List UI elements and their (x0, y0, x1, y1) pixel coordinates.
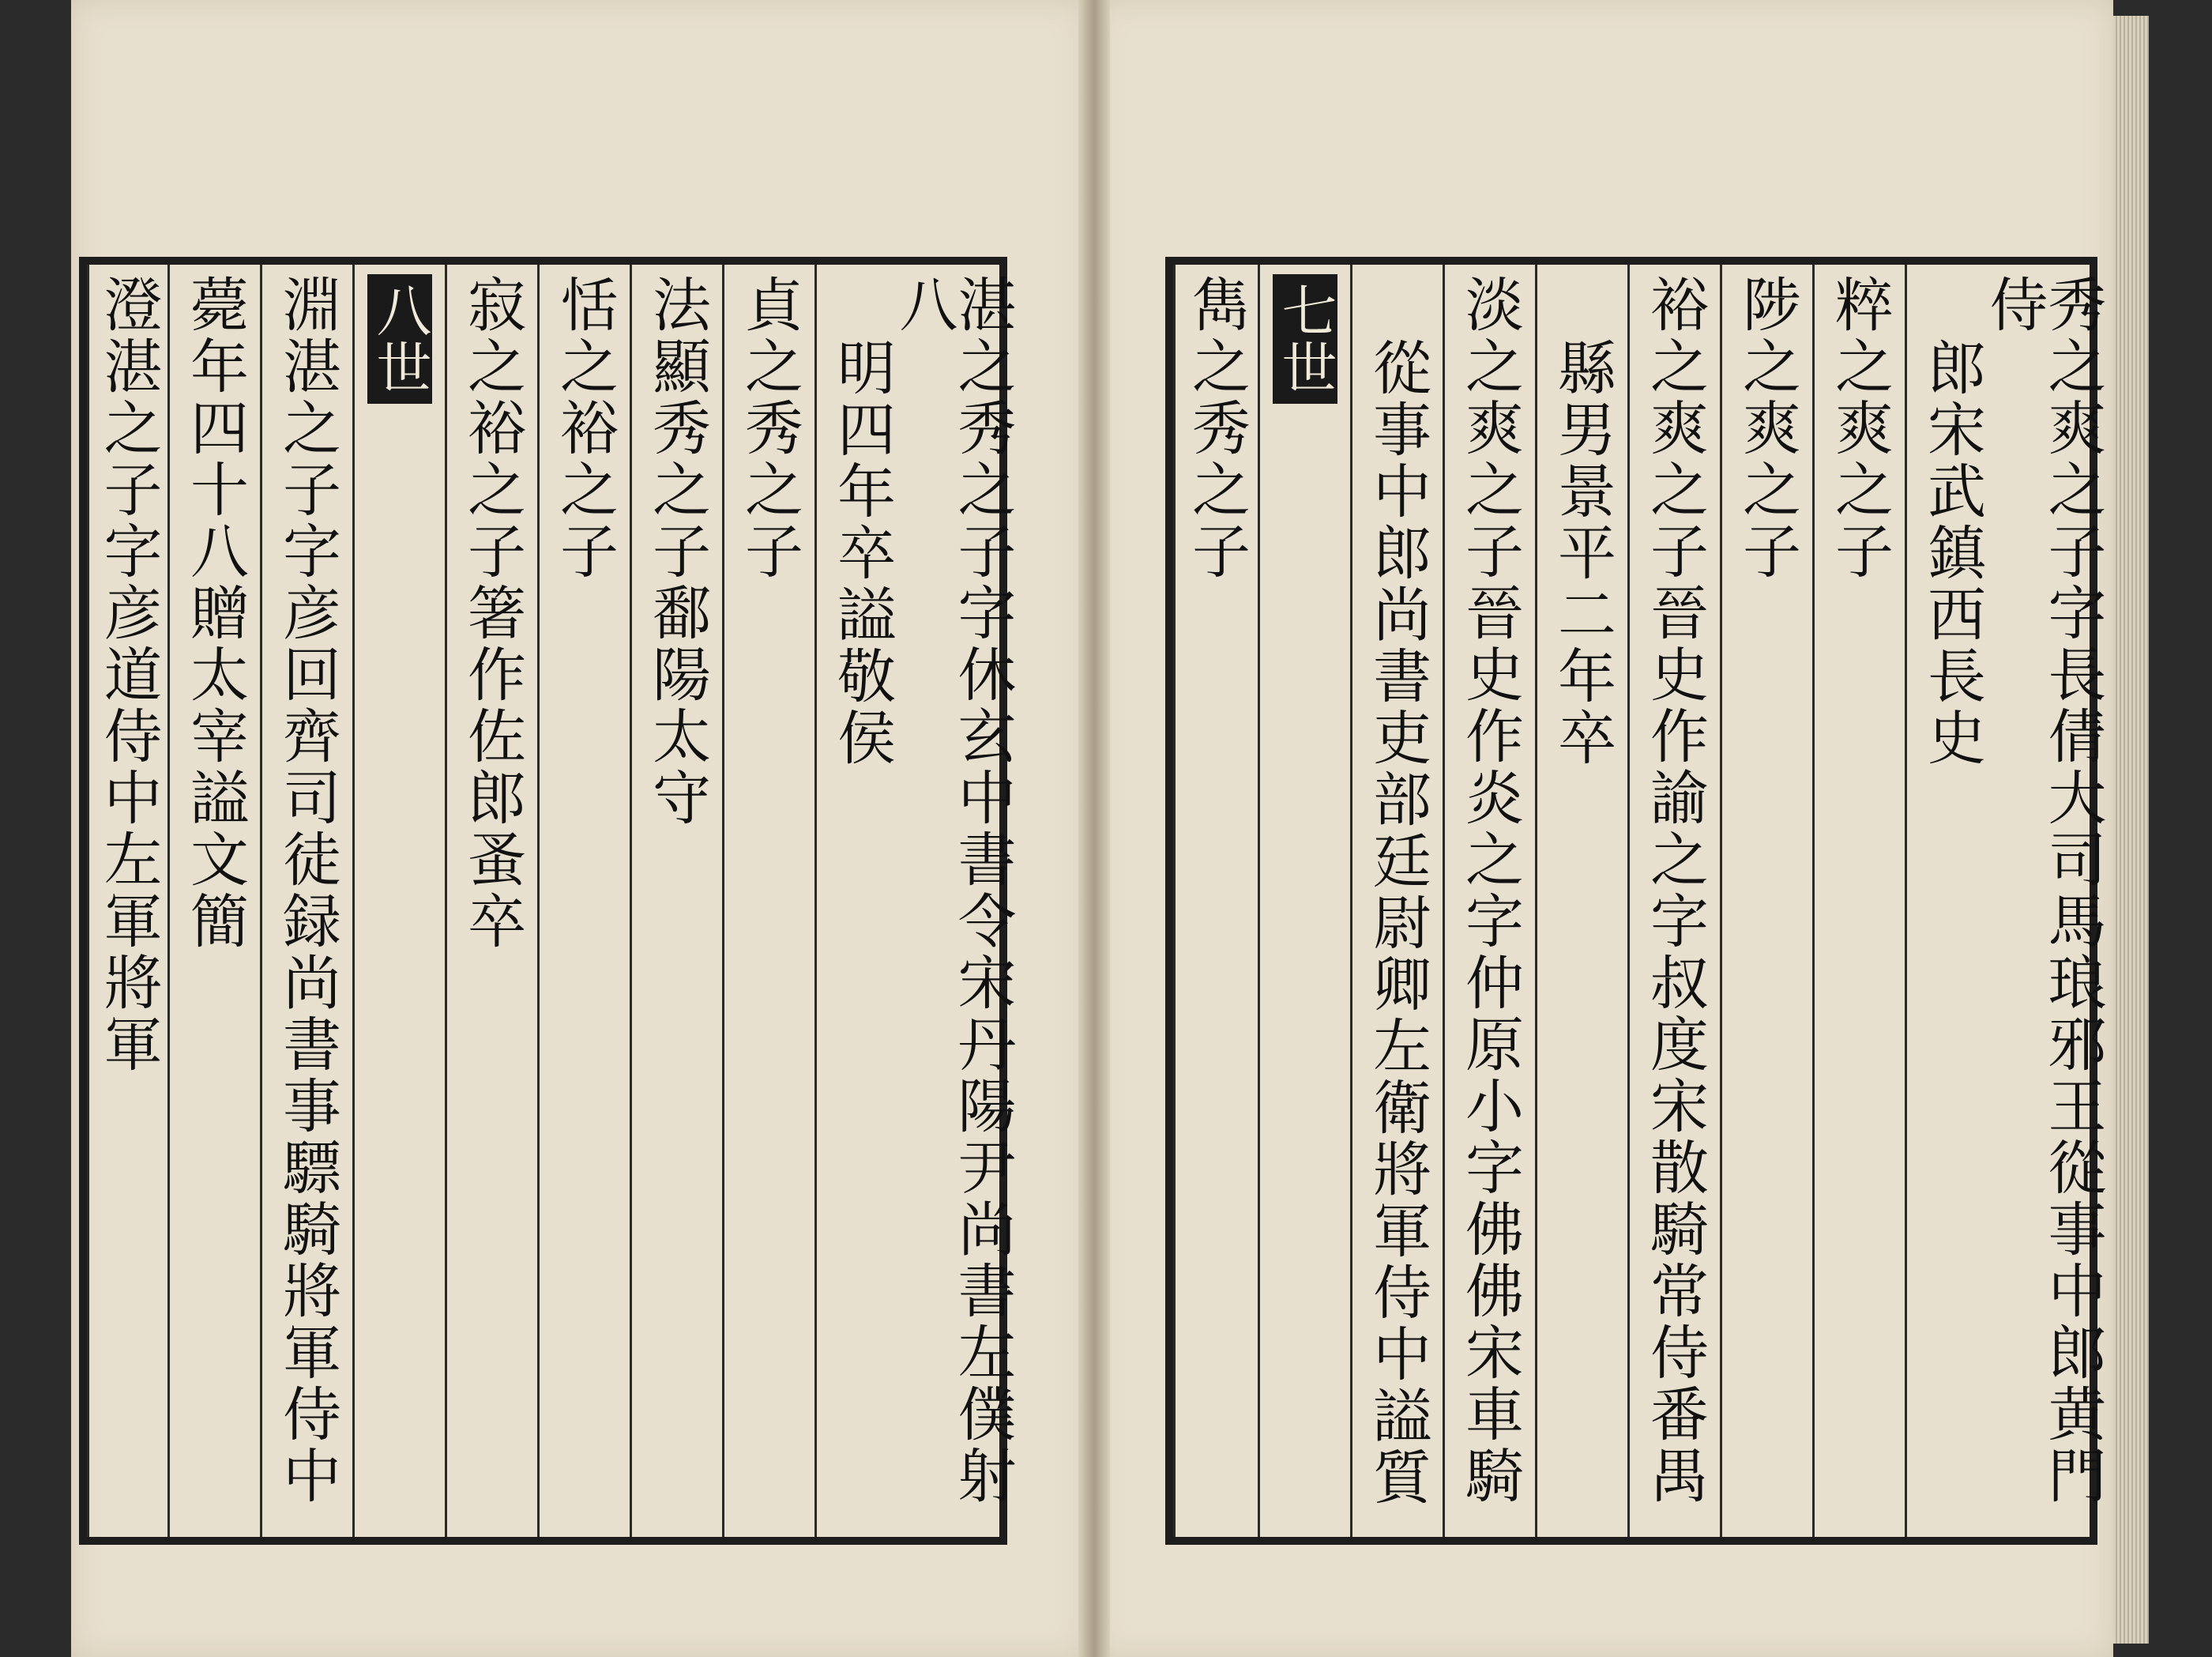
column-text: 淡之爽之子晉史作炎之字仲原小字佛佛宋車騎 (1456, 274, 1524, 1507)
text-column (814, 265, 907, 1537)
column-text: 澄湛之子字彦道侍中左軍將軍 (94, 274, 163, 1075)
text-column (722, 265, 814, 1537)
column-text: 郎宋武鎮西長史 (1918, 337, 1986, 769)
text-column (1535, 265, 1627, 1537)
text-column (1812, 265, 1905, 1537)
generation-column (1258, 265, 1350, 1537)
column-text: 從事中郎尚書吏部廷尉卿左衛將軍侍中謚質 (1364, 337, 1431, 1508)
text-column (1905, 265, 1997, 1537)
text-column (445, 265, 537, 1537)
text-column (537, 265, 630, 1537)
column-text: 秀之爽之子字長倩大司馬琅邪王從事中郎黄門侍 (1980, 274, 2107, 1507)
column-text: 法顯秀之子鄱陽太守 (643, 274, 711, 829)
text-column (167, 265, 260, 1537)
column-text: 明四年卒謚敬侯 (828, 337, 896, 769)
generation-column (352, 265, 445, 1537)
text-column (1443, 265, 1535, 1537)
column-text: 薨年四十八贈太宰謚文簡 (181, 274, 249, 952)
column-text: 淵湛之子字彦回齊司徒録尚書事驃騎將軍侍中 (273, 274, 341, 1507)
column-text: 粹之爽之子 (1826, 274, 1894, 582)
column-text: 寂之裕之子箸作佐郎蚤卒 (458, 274, 526, 952)
right-text-frame (1165, 257, 2107, 1545)
book-gutter (1078, 0, 1110, 1657)
column-text: 縣男景平二年卒 (1548, 337, 1616, 769)
column-text: 恬之裕之子 (551, 274, 619, 582)
column-text: 湛之秀之子字休玄中書令宋丹陽尹尚書左僕射八 (890, 274, 1017, 1507)
text-column (1173, 265, 1258, 1537)
column-text: 雋之秀之子 (1183, 274, 1251, 582)
text-column (1720, 265, 1812, 1537)
text-column (1627, 265, 1720, 1537)
left-text-frame (79, 257, 1017, 1545)
generation-label: 七世 (1273, 274, 1337, 404)
text-column (630, 265, 722, 1537)
text-column (890, 265, 1017, 1537)
column-text: 裕之爽之子晉史作諭之字叔度宋散騎常侍番禺 (1641, 274, 1709, 1507)
generation-label: 八世 (367, 274, 432, 404)
text-column (1980, 265, 2107, 1537)
text-column (87, 265, 167, 1537)
column-text: 貞之秀之子 (735, 274, 803, 582)
text-column (260, 265, 352, 1537)
page-edge-stack (2113, 16, 2149, 1644)
text-column (1350, 265, 1443, 1537)
column-text: 陟之爽之子 (1733, 274, 1801, 582)
